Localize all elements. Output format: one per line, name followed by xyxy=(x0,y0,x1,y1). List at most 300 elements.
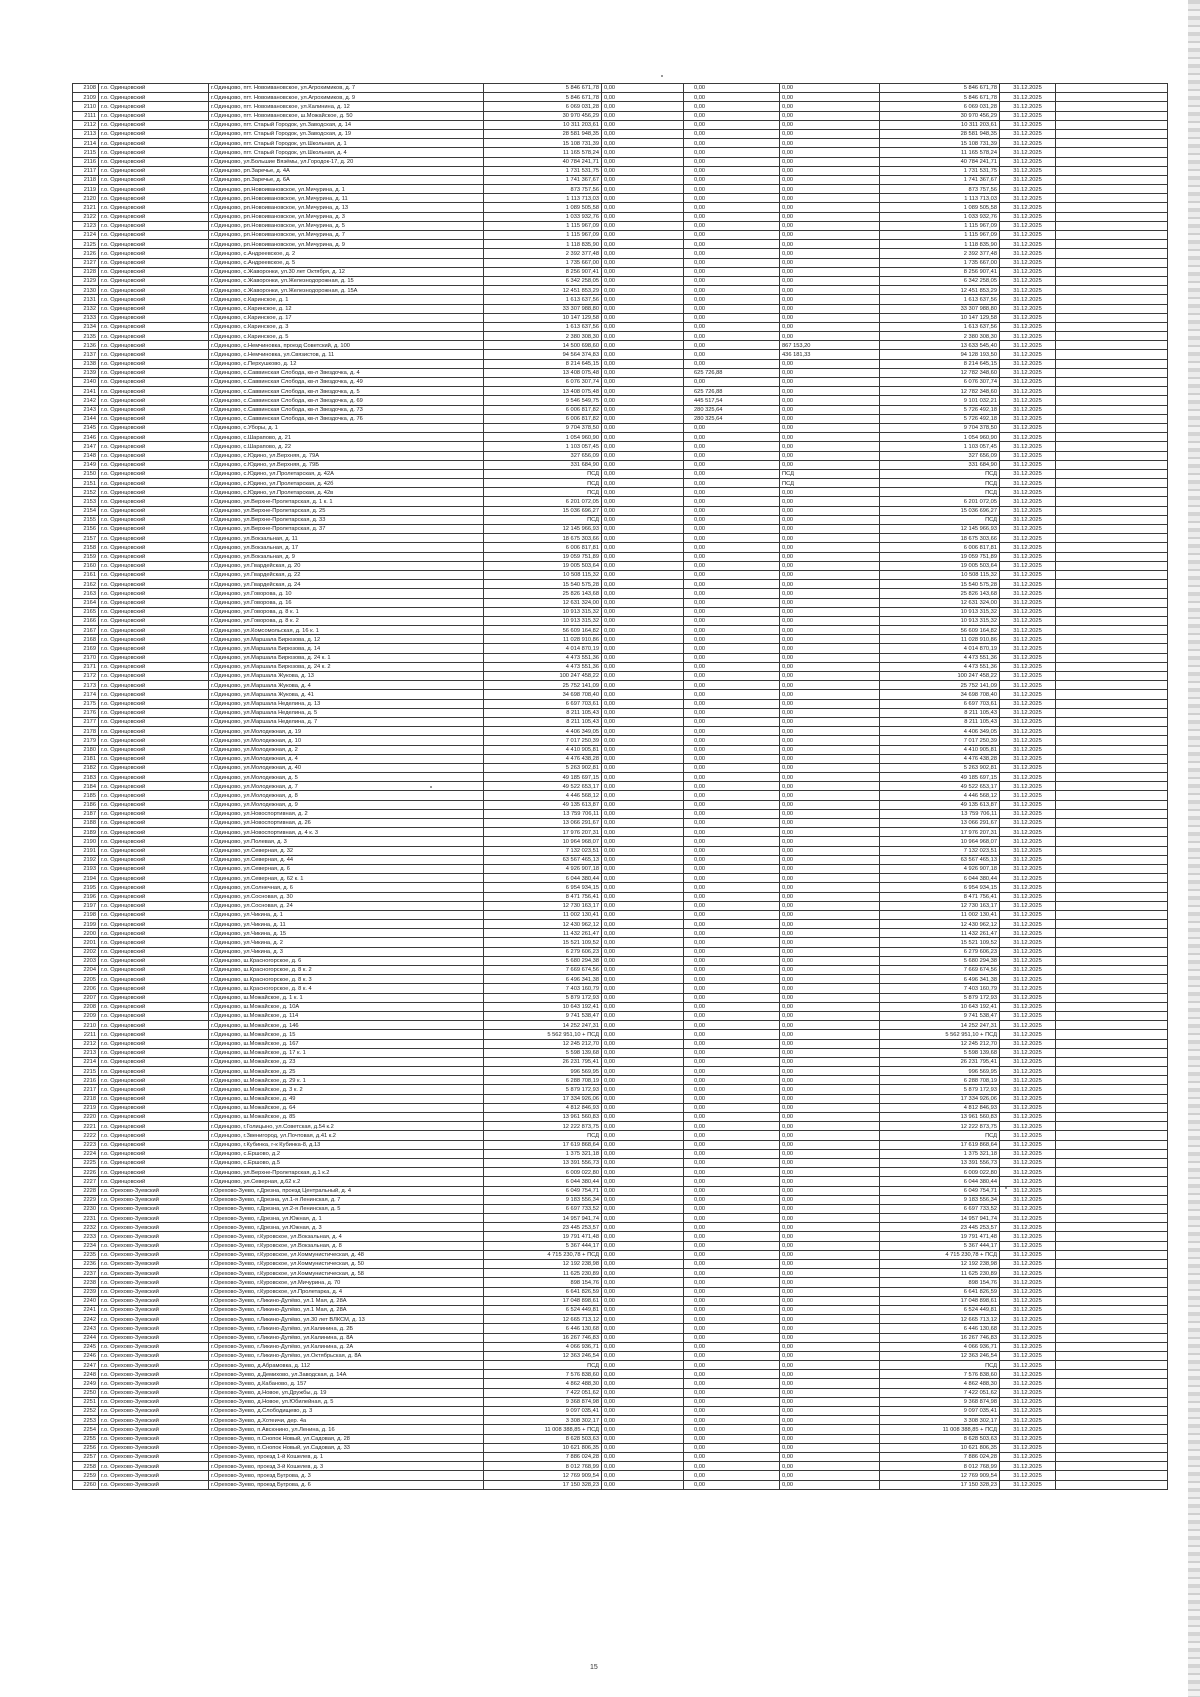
row-total: 56 609 164,82 xyxy=(880,626,1000,635)
row-value-2: 0,00 xyxy=(684,745,780,754)
row-value-1: 0,00 xyxy=(602,598,684,607)
row-value-1: 0,00 xyxy=(602,956,684,965)
row-total: 8 211 105,43 xyxy=(880,717,1000,726)
row-municipality: г.о. Одинцовский xyxy=(99,864,209,873)
row-address: г.Одинцово, ул.Северная, д. 62 к. 1 xyxy=(209,874,484,883)
row-value-3: 0,00 xyxy=(780,938,880,947)
row-margin xyxy=(1056,1278,1168,1287)
table-row xyxy=(73,543,1168,552)
table-row xyxy=(73,313,1168,322)
row-address: г.Одинцово, ул.Новоспортивная, д. 4 к. 3 xyxy=(209,828,484,837)
row-value-3: 0,00 xyxy=(780,745,880,754)
table-row xyxy=(73,534,1168,543)
row-total: 13 391 556,73 xyxy=(880,1158,1000,1167)
table-row xyxy=(73,1021,1168,1030)
row-date: 31.12.2025 xyxy=(1000,800,1056,809)
row-margin xyxy=(1056,929,1168,938)
row-value-2: 0,00 xyxy=(684,763,780,772)
row-value-3: 0,00 xyxy=(780,231,880,240)
row-date: 31.12.2025 xyxy=(1000,892,1056,901)
row-municipality: г.о. Одинцовский xyxy=(99,1048,209,1057)
row-total: ПСД xyxy=(880,515,1000,524)
row-margin xyxy=(1056,1351,1168,1360)
row-cost: 40 784 241,71 xyxy=(484,157,602,166)
row-value-3: 0,00 xyxy=(780,460,880,469)
row-address: г.Орехово-Зуево, г.Куровское, ул.Вокзальная, д. 8 xyxy=(209,1241,484,1250)
row-margin xyxy=(1056,809,1168,818)
row-margin xyxy=(1056,423,1168,432)
table-row xyxy=(73,212,1168,221)
row-number: 2187 xyxy=(73,809,99,818)
row-value-2: 0,00 xyxy=(684,341,780,350)
row-cost: 9 546 549,75 xyxy=(484,396,602,405)
row-municipality: г.о. Одинцовский xyxy=(99,1113,209,1122)
row-cost: 17 048 898,61 xyxy=(484,1296,602,1305)
row-address: г.Одинцово, ул.Вокзальная, д. 11 xyxy=(209,534,484,543)
row-value-2: 0,00 xyxy=(684,185,780,194)
row-date: 31.12.2025 xyxy=(1000,947,1056,956)
row-address: г.Одинцово, с.Каринское, д. 5 xyxy=(209,332,484,341)
row-value-3: 0,00 xyxy=(780,120,880,129)
row-margin xyxy=(1056,1480,1168,1489)
row-value-1: 0,00 xyxy=(602,1122,684,1131)
row-address: г.Одинцово, рп.Новоивановское, ул.Мичурина, д. 11 xyxy=(209,194,484,203)
row-address: г.Одинцово, ул.Новоспортивная, д. 2 xyxy=(209,809,484,818)
row-value-1: 0,00 xyxy=(602,626,684,635)
row-value-1: 0,00 xyxy=(602,773,684,782)
row-cost: 7 017 250,39 xyxy=(484,736,602,745)
row-number: 2240 xyxy=(73,1296,99,1305)
row-value-2: 0,00 xyxy=(684,1379,780,1388)
row-margin xyxy=(1056,662,1168,671)
table-row xyxy=(73,396,1168,405)
row-value-1: 0,00 xyxy=(602,1315,684,1324)
row-margin xyxy=(1056,396,1168,405)
row-total: 5 726 492,18 xyxy=(880,405,1000,414)
row-number: 2136 xyxy=(73,341,99,350)
row-number: 2255 xyxy=(73,1434,99,1443)
table-row xyxy=(73,920,1168,929)
row-margin xyxy=(1056,102,1168,111)
row-municipality: г.о. Одинцовский xyxy=(99,1021,209,1030)
row-value-2: 0,00 xyxy=(684,120,780,129)
row-date: 31.12.2025 xyxy=(1000,1030,1056,1039)
row-value-3: 0,00 xyxy=(780,984,880,993)
row-value-3: 0,00 xyxy=(780,1131,880,1140)
row-municipality: г.о. Орехово-Зуевский xyxy=(99,1214,209,1223)
row-cost: 19 791 471,48 xyxy=(484,1232,602,1241)
row-number: 2158 xyxy=(73,543,99,552)
row-address: г.Одинцово, с.Шарапово, д. 22 xyxy=(209,442,484,451)
row-total: 9 101 032,21 xyxy=(880,396,1000,405)
row-address: г.Одинцово, ул.Молодежная, д. 5 xyxy=(209,773,484,782)
row-margin xyxy=(1056,828,1168,837)
row-date: 31.12.2025 xyxy=(1000,139,1056,148)
row-cost: 25 826 143,68 xyxy=(484,589,602,598)
row-municipality: г.о. Орехово-Зуевский xyxy=(99,1287,209,1296)
row-municipality: г.о. Одинцовский xyxy=(99,570,209,579)
row-number: 2152 xyxy=(73,488,99,497)
row-total: 4 926 907,18 xyxy=(880,864,1000,873)
row-date: 31.12.2025 xyxy=(1000,837,1056,846)
row-address: г.Одинцово, ул.Гвардейская, д. 24 xyxy=(209,580,484,589)
row-municipality: г.о. Одинцовский xyxy=(99,368,209,377)
row-value-3: 0,00 xyxy=(780,1351,880,1360)
row-value-3: 0,00 xyxy=(780,1122,880,1131)
row-municipality: г.о. Одинцовский xyxy=(99,102,209,111)
row-address: г.Орехово-Зуево, д.Новое, ул.Дружбы, д. 19 xyxy=(209,1388,484,1397)
row-value-3: 0,00 xyxy=(780,414,880,423)
row-date: 31.12.2025 xyxy=(1000,662,1056,671)
row-margin xyxy=(1056,534,1168,543)
row-value-2: 0,00 xyxy=(684,1149,780,1158)
row-cost: 8 211 105,43 xyxy=(484,708,602,717)
table-row xyxy=(73,387,1168,396)
row-value-2: 0,00 xyxy=(684,515,780,524)
row-value-3: 0,00 xyxy=(780,249,880,258)
row-value-2: 0,00 xyxy=(684,442,780,451)
row-total: 6 009 022,80 xyxy=(880,1168,1000,1177)
row-value-3: 0,00 xyxy=(780,1214,880,1223)
row-value-3: 0,00 xyxy=(780,194,880,203)
table-row xyxy=(73,231,1168,240)
row-municipality: г.о. Одинцовский xyxy=(99,901,209,910)
row-total: 1 375 321,18 xyxy=(880,1149,1000,1158)
row-municipality: г.о. Одинцовский xyxy=(99,708,209,717)
table-row xyxy=(73,1370,1168,1379)
row-number: 2235 xyxy=(73,1250,99,1259)
row-cost: 1 115 967,09 xyxy=(484,221,602,230)
row-margin xyxy=(1056,626,1168,635)
table-row xyxy=(73,956,1168,965)
row-municipality: г.о. Одинцовский xyxy=(99,681,209,690)
table-row xyxy=(73,580,1168,589)
row-value-2: 0,00 xyxy=(684,828,780,837)
row-date: 31.12.2025 xyxy=(1000,1351,1056,1360)
row-value-3: 0,00 xyxy=(780,920,880,929)
row-margin xyxy=(1056,1361,1168,1370)
row-margin xyxy=(1056,433,1168,442)
row-margin xyxy=(1056,1214,1168,1223)
row-total: 5 879 172,93 xyxy=(880,993,1000,1002)
row-value-2: 0,00 xyxy=(684,1223,780,1232)
row-value-2: 0,00 xyxy=(684,1140,780,1149)
row-date: 31.12.2025 xyxy=(1000,1370,1056,1379)
row-address: г.Одинцово, ш.Можайское, д. 167 xyxy=(209,1039,484,1048)
row-total: 30 970 456,29 xyxy=(880,111,1000,120)
row-number: 2114 xyxy=(73,139,99,148)
table-row xyxy=(73,800,1168,809)
row-margin xyxy=(1056,1177,1168,1186)
row-municipality: г.о. Одинцовский xyxy=(99,635,209,644)
row-total: 6 697 703,61 xyxy=(880,699,1000,708)
row-cost: 34 698 708,40 xyxy=(484,690,602,699)
row-cost: 33 307 988,80 xyxy=(484,304,602,313)
row-cost: 6 076 307,74 xyxy=(484,378,602,387)
table-row xyxy=(73,1057,1168,1066)
row-municipality: г.о. Одинцовский xyxy=(99,139,209,148)
row-address: г.Одинцово, ул.Верхне-Пролетарская, д. 33 xyxy=(209,515,484,524)
row-municipality: г.о. Одинцовский xyxy=(99,809,209,818)
row-margin xyxy=(1056,460,1168,469)
row-address: г.Одинцово, ул.Верхне-Пролетарская, д. 37 xyxy=(209,525,484,534)
row-value-1: 0,00 xyxy=(602,1425,684,1434)
row-total: 17 619 868,64 xyxy=(880,1140,1000,1149)
row-value-1: 0,00 xyxy=(602,690,684,699)
row-number: 2118 xyxy=(73,175,99,184)
row-date: 31.12.2025 xyxy=(1000,368,1056,377)
row-margin xyxy=(1056,1269,1168,1278)
row-cost: 1 613 637,56 xyxy=(484,295,602,304)
row-cost: 6 446 130,68 xyxy=(484,1324,602,1333)
row-value-3: 0,00 xyxy=(780,966,880,975)
table-row xyxy=(73,194,1168,203)
row-value-3: 0,00 xyxy=(780,846,880,855)
row-value-3: 0,00 xyxy=(780,359,880,368)
row-total: 4 066 936,71 xyxy=(880,1342,1000,1351)
row-margin xyxy=(1056,1471,1168,1480)
row-number: 2148 xyxy=(73,451,99,460)
table-row xyxy=(73,460,1168,469)
row-margin xyxy=(1056,1416,1168,1425)
row-margin xyxy=(1056,690,1168,699)
row-value-1: 0,00 xyxy=(602,791,684,800)
row-cost: 12 631 324,00 xyxy=(484,598,602,607)
table-row xyxy=(73,782,1168,791)
row-value-2: 0,00 xyxy=(684,864,780,873)
row-value-2: 0,00 xyxy=(684,267,780,276)
row-value-2: 0,00 xyxy=(684,736,780,745)
row-total: 11 002 130,41 xyxy=(880,910,1000,919)
row-value-1: 0,00 xyxy=(602,1048,684,1057)
row-value-3: 0,00 xyxy=(780,1140,880,1149)
row-address: г.Одинцово, ул.Гвардейская, д. 22 xyxy=(209,570,484,579)
row-number: 2234 xyxy=(73,1241,99,1250)
row-value-3: 0,00 xyxy=(780,488,880,497)
row-municipality: г.о. Орехово-Зуевский xyxy=(99,1425,209,1434)
row-date: 31.12.2025 xyxy=(1000,791,1056,800)
row-value-3: 0,00 xyxy=(780,993,880,1002)
row-total: ПСД xyxy=(880,479,1000,488)
row-cost: 4 473 551,36 xyxy=(484,662,602,671)
row-value-1: 0,00 xyxy=(602,396,684,405)
row-number: 2231 xyxy=(73,1214,99,1223)
table-row xyxy=(73,332,1168,341)
row-number: 2186 xyxy=(73,800,99,809)
row-address: г.Одинцово, ул.Северная, д. 44 xyxy=(209,855,484,864)
row-value-2: 0,00 xyxy=(684,1186,780,1195)
row-value-1: 0,00 xyxy=(602,616,684,625)
table-row xyxy=(73,1140,1168,1149)
row-municipality: г.о. Одинцовский xyxy=(99,405,209,414)
row-number: 2123 xyxy=(73,221,99,230)
table-row xyxy=(73,1397,1168,1406)
row-date: 31.12.2025 xyxy=(1000,883,1056,892)
row-value-3: 0,00 xyxy=(780,864,880,873)
row-margin xyxy=(1056,681,1168,690)
row-number: 2138 xyxy=(73,359,99,368)
row-municipality: г.о. Орехово-Зуевский xyxy=(99,1471,209,1480)
row-value-2: 0,00 xyxy=(684,479,780,488)
row-municipality: г.о. Одинцовский xyxy=(99,166,209,175)
row-margin xyxy=(1056,708,1168,717)
row-value-2: 0,00 xyxy=(684,1113,780,1122)
row-date: 31.12.2025 xyxy=(1000,1186,1056,1195)
row-value-2: 0,00 xyxy=(684,1296,780,1305)
table-row xyxy=(73,1443,1168,1452)
row-value-2: 0,00 xyxy=(684,1057,780,1066)
row-address: г.Одинцово, ул.Говорова, д. 10 xyxy=(209,589,484,598)
row-number: 2254 xyxy=(73,1425,99,1434)
row-number: 2245 xyxy=(73,1342,99,1351)
row-value-3: 0,00 xyxy=(780,1452,880,1461)
row-value-1: 0,00 xyxy=(602,543,684,552)
row-municipality: г.о. Одинцовский xyxy=(99,975,209,984)
row-value-1: 0,00 xyxy=(602,1351,684,1360)
row-value-1: 0,00 xyxy=(602,1361,684,1370)
row-value-2: 280 325,64 xyxy=(684,405,780,414)
row-address: г.Орехово-Зуево, д.Кабаново, д. 157 xyxy=(209,1379,484,1388)
row-cost: 4 066 936,71 xyxy=(484,1342,602,1351)
table-row xyxy=(73,221,1168,230)
row-value-2: 0,00 xyxy=(684,662,780,671)
row-margin xyxy=(1056,1397,1168,1406)
row-cost: 15 036 696,27 xyxy=(484,506,602,515)
row-address: г.Одинцово, ул.Маршала Жукова, д. 41 xyxy=(209,690,484,699)
row-total: 12 769 909,54 xyxy=(880,1471,1000,1480)
row-cost: 2 380 308,30 xyxy=(484,332,602,341)
row-cost: 898 154,76 xyxy=(484,1278,602,1287)
row-address: г.Одинцово, ш.Можайское, д. 17 к. 1 xyxy=(209,1048,484,1057)
row-date: 31.12.2025 xyxy=(1000,1425,1056,1434)
row-cost: 17 619 868,64 xyxy=(484,1140,602,1149)
row-cost: 4 476 438,28 xyxy=(484,754,602,763)
row-date: 31.12.2025 xyxy=(1000,855,1056,864)
table-row xyxy=(73,662,1168,671)
table-row xyxy=(73,350,1168,359)
row-value-2: 0,00 xyxy=(684,1122,780,1131)
row-address: г.Одинцово, ул.Северная, д.62 к.2 xyxy=(209,1177,484,1186)
row-date: 31.12.2025 xyxy=(1000,626,1056,635)
table-row xyxy=(73,1416,1168,1425)
row-address: г.Одинцово, ул.Верхне-Пролетарская, д. 25 xyxy=(209,506,484,515)
row-value-3: 0,00 xyxy=(780,1480,880,1489)
row-value-1: 0,00 xyxy=(602,855,684,864)
row-value-1: 0,00 xyxy=(602,240,684,249)
row-value-2: 0,00 xyxy=(684,984,780,993)
table-row xyxy=(73,451,1168,460)
row-number: 2227 xyxy=(73,1177,99,1186)
row-address: г.Одинцово, ш.Красногорское, д. 6 xyxy=(209,956,484,965)
row-value-2: 0,00 xyxy=(684,1158,780,1167)
row-value-1: 0,00 xyxy=(602,1278,684,1287)
row-margin xyxy=(1056,497,1168,506)
row-value-3: 0,00 xyxy=(780,635,880,644)
row-value-3: 0,00 xyxy=(780,892,880,901)
row-value-3: 0,00 xyxy=(780,1085,880,1094)
row-value-3: 0,00 xyxy=(780,1113,880,1122)
row-municipality: г.о. Одинцовский xyxy=(99,1158,209,1167)
row-margin xyxy=(1056,947,1168,956)
row-date: 31.12.2025 xyxy=(1000,396,1056,405)
row-cost: 7 132 023,51 xyxy=(484,846,602,855)
row-municipality: г.о. Одинцовский xyxy=(99,148,209,157)
row-value-3: 0,00 xyxy=(780,1177,880,1186)
row-value-2: 0,00 xyxy=(684,975,780,984)
row-address: г.Орехово-Зуево, г.Куровское, ул.Мичурина, д. 70 xyxy=(209,1278,484,1287)
row-date: 31.12.2025 xyxy=(1000,221,1056,230)
row-number: 2167 xyxy=(73,626,99,635)
table-row xyxy=(73,368,1168,377)
row-date: 31.12.2025 xyxy=(1000,451,1056,460)
row-value-1: 0,00 xyxy=(602,1269,684,1278)
row-address: г.Одинцово, с.Саввинская Слобода, кв-л Звездочка, д. 49 xyxy=(209,378,484,387)
row-municipality: г.о. Одинцовский xyxy=(99,699,209,708)
row-number: 2199 xyxy=(73,920,99,929)
row-total: 10 913 315,32 xyxy=(880,616,1000,625)
row-municipality: г.о. Одинцовский xyxy=(99,920,209,929)
row-value-1: 0,00 xyxy=(602,322,684,331)
table-row xyxy=(73,589,1168,598)
row-margin xyxy=(1056,1039,1168,1048)
row-value-1: 0,00 xyxy=(602,920,684,929)
row-value-2: 0,00 xyxy=(684,1471,780,1480)
row-total: 17 976 207,31 xyxy=(880,828,1000,837)
row-municipality: г.о. Одинцовский xyxy=(99,1039,209,1048)
row-total: 4 715 230,78 + ПСД xyxy=(880,1250,1000,1259)
row-value-3: 0,00 xyxy=(780,203,880,212)
row-number: 2125 xyxy=(73,240,99,249)
row-date: 31.12.2025 xyxy=(1000,1397,1056,1406)
row-number: 2193 xyxy=(73,864,99,873)
row-margin xyxy=(1056,717,1168,726)
row-margin xyxy=(1056,295,1168,304)
table-row xyxy=(73,1379,1168,1388)
row-cost: 12 430 962,12 xyxy=(484,920,602,929)
row-margin xyxy=(1056,442,1168,451)
row-date: 31.12.2025 xyxy=(1000,1140,1056,1149)
table-row xyxy=(73,1388,1168,1397)
row-margin xyxy=(1056,1223,1168,1232)
row-value-3: 0,00 xyxy=(780,423,880,432)
row-value-2: 0,00 xyxy=(684,1342,780,1351)
row-value-2: 0,00 xyxy=(684,874,780,883)
row-address: г.Одинцово, с.Ершово, д.5 xyxy=(209,1158,484,1167)
table-row xyxy=(73,1039,1168,1048)
row-value-2: 0,00 xyxy=(684,690,780,699)
table-row xyxy=(73,892,1168,901)
row-municipality: г.о. Одинцовский xyxy=(99,129,209,138)
row-total: 6 288 708,19 xyxy=(880,1076,1000,1085)
row-date: 31.12.2025 xyxy=(1000,1407,1056,1416)
table-row xyxy=(73,672,1168,681)
row-municipality: г.о. Орехово-Зуевский xyxy=(99,1305,209,1314)
row-margin xyxy=(1056,699,1168,708)
table-row xyxy=(73,929,1168,938)
row-value-1: 0,00 xyxy=(602,1342,684,1351)
row-municipality: г.о. Одинцовский xyxy=(99,1002,209,1011)
row-date: 31.12.2025 xyxy=(1000,1002,1056,1011)
row-value-1: 0,00 xyxy=(602,975,684,984)
row-address: г.Одинцово, с.Саввинская Слобода, кв-л Звездочка, д. 5 xyxy=(209,387,484,396)
row-value-1: 0,00 xyxy=(602,910,684,919)
row-cost: 1 741 367,67 xyxy=(484,175,602,184)
row-margin xyxy=(1056,332,1168,341)
table-row xyxy=(73,1361,1168,1370)
row-address: г.Одинцово, с.Жаворонки, ул.Железнодорожная, д. 15А xyxy=(209,286,484,295)
row-total: 5 726 492,18 xyxy=(880,414,1000,423)
row-date: 31.12.2025 xyxy=(1000,690,1056,699)
